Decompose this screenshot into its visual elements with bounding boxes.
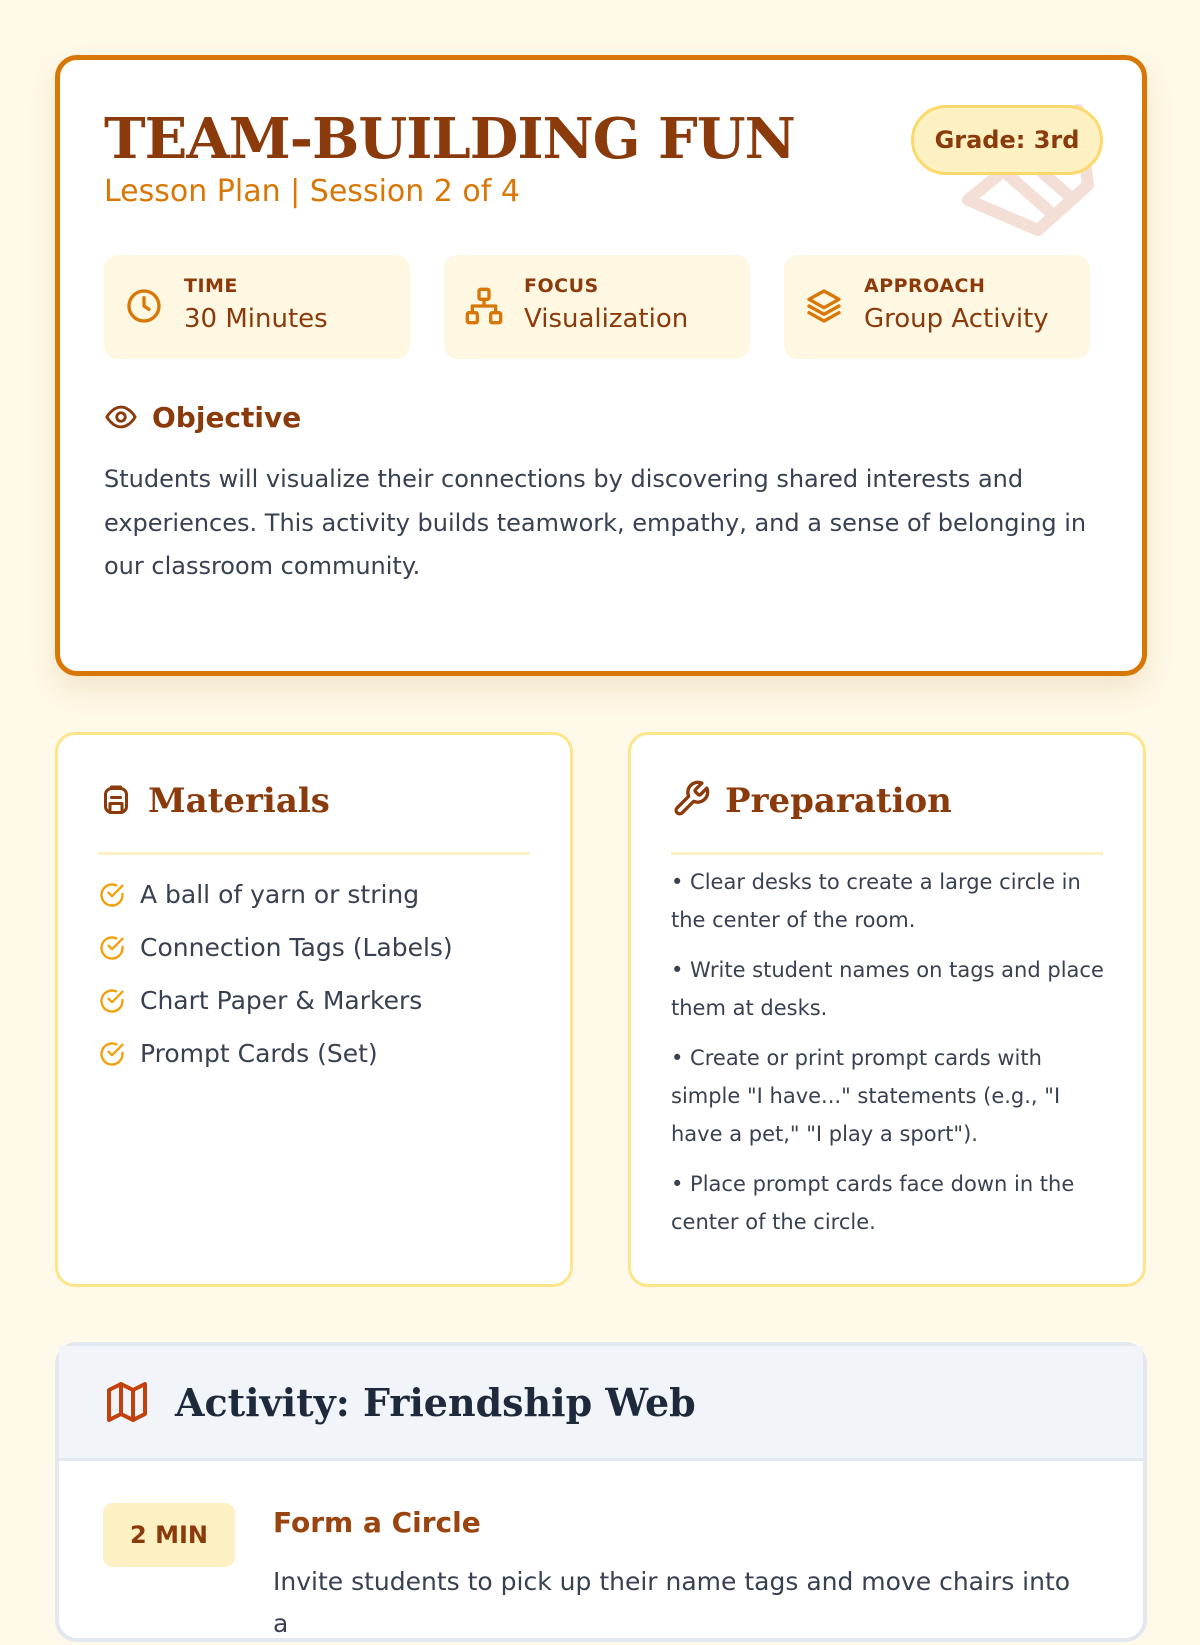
material-text: Prompt Cards (Set): [140, 1039, 378, 1068]
backpack-icon: [98, 779, 134, 819]
activity-card: [55, 1342, 1147, 1642]
stat-label: APPROACH: [864, 275, 986, 297]
list-item: [98, 1027, 453, 1080]
material-text: Connection Tags (Labels): [140, 933, 453, 962]
list-item: [98, 974, 453, 1027]
objective-title: Objective: [152, 400, 302, 434]
list-item: • Create or print prompt cards with simple "I have..." statements (e.g., "I have a pet," "I play a sport").: [671, 1046, 1061, 1146]
material-text: Chart Paper & Markers: [140, 986, 423, 1015]
list-item: [98, 921, 453, 974]
map-icon: [103, 1378, 151, 1426]
layers-icon: [804, 286, 844, 326]
clock-icon: [124, 286, 164, 326]
preparation-card: [628, 732, 1146, 1287]
lesson-title: TEAM-BUILDING FUN: [104, 106, 795, 172]
eye-icon: [104, 400, 138, 434]
stat-time: [104, 255, 410, 359]
stat-label: TIME: [184, 275, 238, 297]
materials-list: [98, 868, 453, 1080]
grade-badge: Grade: 3rd: [911, 105, 1103, 175]
stat-value: 30 Minutes: [184, 304, 328, 334]
materials-card: [55, 732, 573, 1287]
materials-heading: [98, 775, 530, 855]
list-item: • Clear desks to create a large circle in the center of the room.: [671, 870, 1081, 932]
stat-focus: [444, 255, 750, 359]
material-text: A ball of yarn or string: [140, 880, 420, 909]
preparation-list: [671, 863, 1111, 1253]
step-duration-badge: 2 MIN: [103, 1503, 235, 1567]
lesson-header-card: [55, 55, 1147, 676]
objective-text: Students will visualize their connections by discovering shared interests and experiences. This activity builds teamwork, empathy, and a sense of belonging in our classroom community.: [104, 465, 1087, 580]
materials-title: Materials: [148, 781, 330, 821]
activity-heading: [59, 1346, 1143, 1461]
stat-approach: [784, 255, 1090, 359]
step-text: Invite students to pick up their name tags and move chairs into a: [273, 1567, 1071, 1638]
check-circle-icon: [98, 881, 126, 909]
preparation-heading: [671, 775, 1103, 855]
stat-value: Group Activity: [864, 304, 1049, 334]
list-item: • Write student names on tags and place them at desks.: [671, 958, 1104, 1020]
check-circle-icon: [98, 987, 126, 1015]
network-icon: [464, 286, 504, 326]
step-title: Form a Circle: [273, 1506, 481, 1539]
stat-label: FOCUS: [524, 275, 599, 297]
stat-value: Visualization: [524, 304, 689, 334]
lesson-subtitle: Lesson Plan | Session 2 of 4: [104, 174, 520, 209]
check-circle-icon: [98, 934, 126, 962]
activity-title: Activity: Friendship Web: [175, 1379, 696, 1425]
list-item: [98, 868, 453, 921]
objective-heading: [104, 400, 301, 434]
list-item: • Place prompt cards face down in the center of the circle.: [671, 1172, 1075, 1234]
preparation-title: Preparation: [725, 781, 952, 821]
check-circle-icon: [98, 1040, 126, 1068]
wrench-icon: [671, 779, 711, 819]
